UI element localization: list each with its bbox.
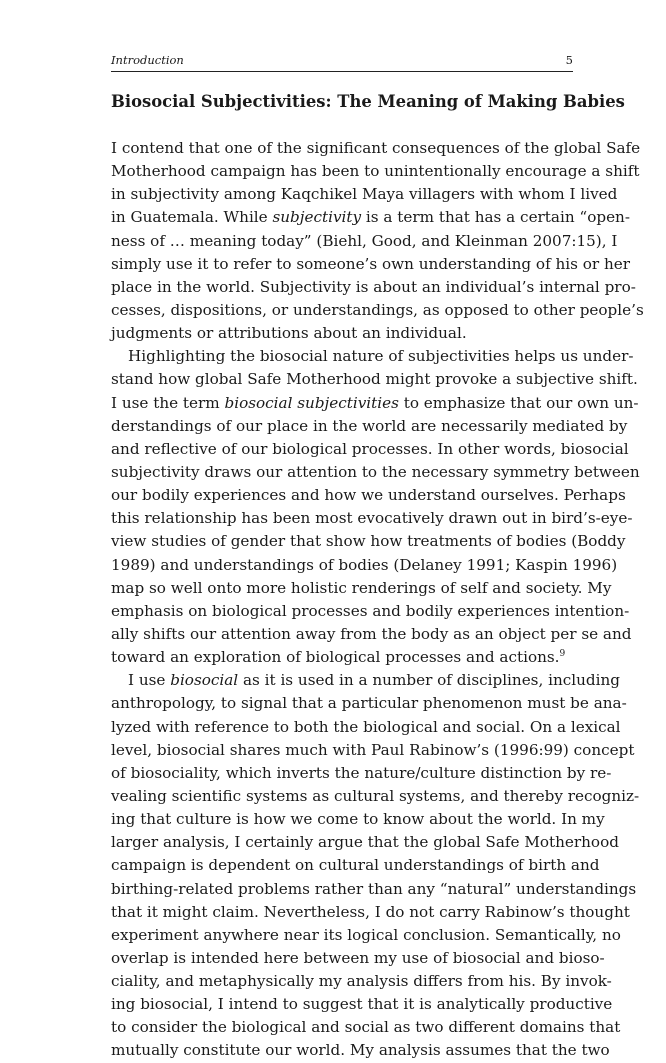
text-run: our bodily experiences and how we understand ourselves. Perhaps xyxy=(111,486,626,505)
text-line xyxy=(111,854,600,877)
text-run: ing that culture is how we come to know about the world. In my xyxy=(111,810,605,829)
text-run: simply use it to refer to someone’s own understanding of his or her xyxy=(111,254,631,273)
text-line xyxy=(111,160,640,183)
text-run: campaign is dependent on cultural understandings of birth and xyxy=(111,856,600,875)
text-line xyxy=(111,669,621,692)
text-run: larger analysis, I certainly argue that the global Safe Motherhood xyxy=(111,833,619,852)
text-run: ciality, and metaphysically my analysis differs from his. By invok- xyxy=(111,972,612,991)
text-run: to consider the biological and social as two different domains that xyxy=(111,1018,621,1037)
text-line xyxy=(111,1039,610,1062)
paragraph xyxy=(111,345,640,669)
text-line xyxy=(111,345,634,368)
text-run: I use the term xyxy=(111,393,225,412)
text-run: lyzed with reference to both the biological and social. On a lexical xyxy=(111,717,621,736)
text-line xyxy=(111,206,630,229)
text-run: ally shifts our attention away from the body as an object per se and xyxy=(111,624,632,643)
text-run: experiment anywhere near its logical conclusion. Semantically, no xyxy=(111,925,621,944)
text-run: emphasis on biological processes and bodily experiences intention- xyxy=(111,601,630,620)
text-run: anthropology, to signal that a particular phenomenon must be ana- xyxy=(111,694,627,713)
text-run: as it is used in a number of disciplines, including xyxy=(238,671,621,690)
text-line xyxy=(111,322,573,345)
text-line xyxy=(111,507,633,530)
text-run: I contend that one of the significant consequences of the global Safe xyxy=(111,139,641,157)
text-line xyxy=(111,230,618,253)
text-run: mutually constitute our world. My analysis assumes that the two xyxy=(111,1041,610,1060)
text-line xyxy=(111,878,637,901)
text-line xyxy=(111,461,640,484)
italic-term: subjectivity xyxy=(272,208,362,227)
text-line xyxy=(111,276,636,299)
running-header-section: Introduction xyxy=(111,53,184,67)
text-run: to emphasize that our own un- xyxy=(398,393,639,412)
text-line xyxy=(111,577,612,600)
text-line xyxy=(111,739,635,762)
text-run: Motherhood campaign has been to unintentionally encourage a shift xyxy=(111,162,640,181)
text-line xyxy=(111,554,618,577)
text-run: I use xyxy=(128,671,171,690)
text-run: toward an exploration of biological processes and actions. xyxy=(111,648,560,667)
text-line xyxy=(111,901,630,924)
text-line xyxy=(111,1016,621,1039)
section-heading: Biosocial Subjectivities: The Meaning of Making Babies xyxy=(111,92,625,111)
text-run: and reflective of our biological processes. In other words, biosocial xyxy=(111,439,629,458)
text-line xyxy=(111,299,644,322)
text-run: stand how global Safe Motherhood might provoke a subjective shift. xyxy=(111,370,638,389)
text-line xyxy=(111,762,612,785)
text-line xyxy=(111,392,639,415)
text-run: judgments or attributions about an individual. xyxy=(111,324,467,343)
text-run: that it might claim. Nevertheless, I do not carry Rabinow’s thought xyxy=(111,902,630,921)
running-header xyxy=(111,53,573,71)
text-line xyxy=(111,484,626,507)
text-run: is a term that has a certain “open- xyxy=(361,208,630,227)
text-run: view studies of gender that show how treatments of bodies (Boddy xyxy=(111,532,626,551)
text-line xyxy=(111,600,630,623)
page-number: 5 xyxy=(565,53,573,67)
text-line xyxy=(111,646,573,669)
text-line xyxy=(111,831,619,854)
text-run: Highlighting the biosocial nature of subjectivities helps us under- xyxy=(128,347,634,366)
text-line xyxy=(111,183,618,206)
text-run: level, biosocial shares much with Paul Rabinow’s (1996:99) concept xyxy=(111,740,635,759)
text-line xyxy=(111,623,632,646)
text-run: in subjectivity among Kaqchikel Maya villagers with whom I lived xyxy=(111,185,618,204)
text-run: place in the world. Subjectivity is about an individual’s internal pro- xyxy=(111,277,636,296)
text-line xyxy=(111,808,605,831)
body-text xyxy=(111,137,644,1063)
italic-term: biosocial xyxy=(170,671,239,690)
text-run: vealing scientific systems as cultural systems, and thereby recogniz- xyxy=(111,786,640,805)
text-run: birthing-related problems rather than any “natural” understandings xyxy=(111,879,637,898)
text-line xyxy=(111,924,621,947)
text-run: map so well onto more holistic renderings of self and society. My xyxy=(111,578,612,597)
text-run: subjectivity draws our attention to the necessary symmetry between xyxy=(111,462,640,481)
text-run: this relationship has been most evocatively drawn out in bird’s-eye- xyxy=(111,509,633,528)
header-rule xyxy=(111,71,573,72)
text-line xyxy=(111,253,631,276)
text-run: in Guatemala. While xyxy=(111,208,273,227)
footnote-marker: 9 xyxy=(559,649,566,660)
italic-term: biosocial subjectivities xyxy=(224,393,399,412)
text-line xyxy=(111,947,605,970)
text-run: overlap is intended here between my use of biosocial and bioso- xyxy=(111,948,605,967)
text-run: cesses, dispositions, or understandings, as opposed to other people’s xyxy=(111,300,644,319)
text-line xyxy=(111,438,629,461)
text-run: ing biosocial, I intend to suggest that it is analytically productive xyxy=(111,995,613,1014)
text-run: derstandings of our place in the world are necessarily mediated by xyxy=(111,416,628,435)
text-run: of biosociality, which inverts the nature/culture distinction by re- xyxy=(111,763,612,782)
text-line xyxy=(111,970,612,993)
text-line xyxy=(111,692,627,715)
text-line xyxy=(111,716,621,739)
text-run: 1989) and understandings of bodies (Delaney 1991; Kaspin 1996) xyxy=(111,555,618,574)
text-line xyxy=(111,993,613,1016)
text-line xyxy=(111,785,640,808)
text-line xyxy=(111,415,628,438)
text-line xyxy=(111,368,638,391)
text-line xyxy=(111,530,626,553)
paragraph xyxy=(111,669,640,1062)
paragraph xyxy=(111,137,644,345)
text-line xyxy=(111,137,641,160)
text-run: ness of … meaning today” (Biehl, Good, and Kleinman 2007:15), I xyxy=(111,231,618,250)
